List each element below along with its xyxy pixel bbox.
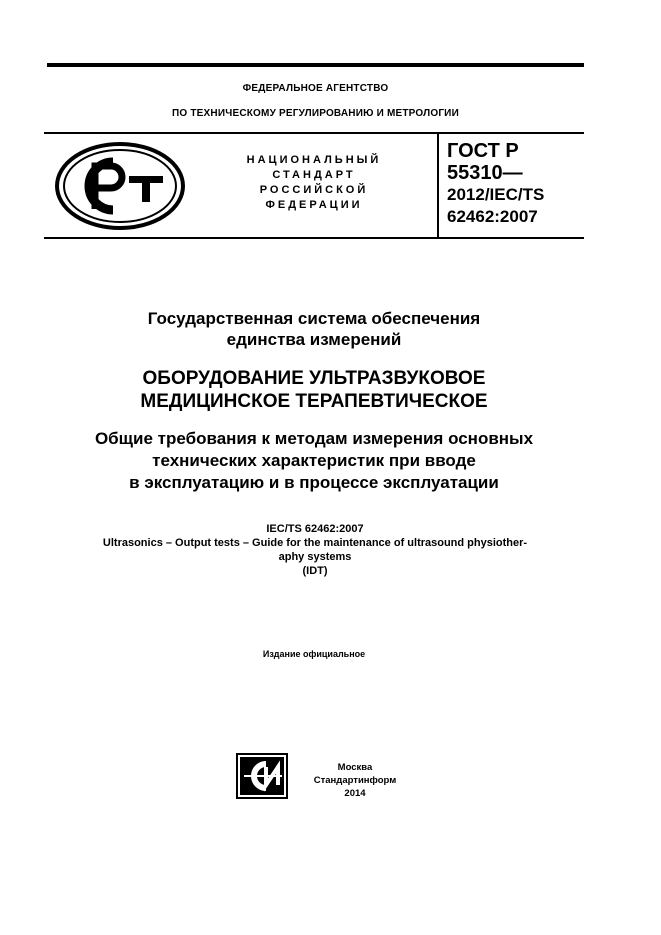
agency-name-line1: ФЕДЕРАЛЬНОЕ АГЕНТСТВО: [242, 83, 389, 94]
iec-code: IEC/TS 62462:2007: [266, 523, 364, 535]
system-title: [44, 308, 584, 350]
main-title-line1: ОБОРУДОВАНИЕ УЛЬТРАЗВУКОВОЕ: [142, 368, 486, 389]
designation-line4: 62462:2007: [447, 207, 538, 226]
header-divider-bottom: [44, 237, 584, 239]
international-standard-reference: [30, 522, 600, 578]
national-standard-line4: ФЕДЕРАЦИИ: [265, 199, 363, 211]
subtitle: [44, 428, 584, 494]
main-title-line2: МЕДИЦИНСКОЕ ТЕРАПЕВТИЧЕСКОЕ: [140, 391, 488, 412]
publisher-info: [300, 761, 410, 800]
national-standard-label: [230, 153, 398, 213]
header-vertical-divider: [437, 132, 439, 239]
subtitle-line3: в эксплуатацию и в процессе эксплуатации: [129, 473, 499, 492]
designation-line1: ГОСТ Р: [447, 140, 519, 162]
national-standard-line3: РОССИЙСКОЙ: [259, 184, 369, 196]
publisher-name: Стандартинформ: [313, 775, 397, 786]
subtitle-line2: технических характеристик при вводе: [152, 451, 476, 470]
iec-title-line2: aphy systems: [278, 551, 352, 563]
edition-label: Издание официальное: [262, 649, 366, 659]
designation-line3: 2012/IEC/TS: [447, 185, 545, 204]
national-standard-line2: СТАНДАРТ: [272, 169, 356, 181]
idt-label: (IDT): [302, 565, 328, 577]
iec-title-line1: Ultrasonics – Output tests – Guide for the maintenance of ultrasound physiother-: [102, 537, 528, 549]
top-rule: [47, 63, 584, 67]
subtitle-line1: Общие требования к методам измерения основных: [94, 429, 534, 448]
national-standard-line1: НАЦИОНАЛЬНЫЙ: [246, 154, 382, 166]
publication-year: 2014: [344, 788, 366, 799]
main-title: [44, 367, 584, 413]
publisher-city: Москва: [337, 762, 373, 773]
gost-r-certification-mark-icon: [55, 142, 185, 230]
header-divider-top: [44, 132, 584, 134]
designation-line2: 55310—: [447, 162, 523, 184]
standartinform-si-logo-icon: [236, 753, 288, 799]
system-title-line1: Государственная система обеспечения: [147, 309, 481, 328]
system-title-line2: единства измерений: [226, 330, 402, 349]
standard-designation: [447, 140, 583, 228]
agency-name-line2: ПО ТЕХНИЧЕСКОМУ РЕГУЛИРОВАНИЮ И МЕТРОЛОГИИ: [172, 108, 459, 119]
